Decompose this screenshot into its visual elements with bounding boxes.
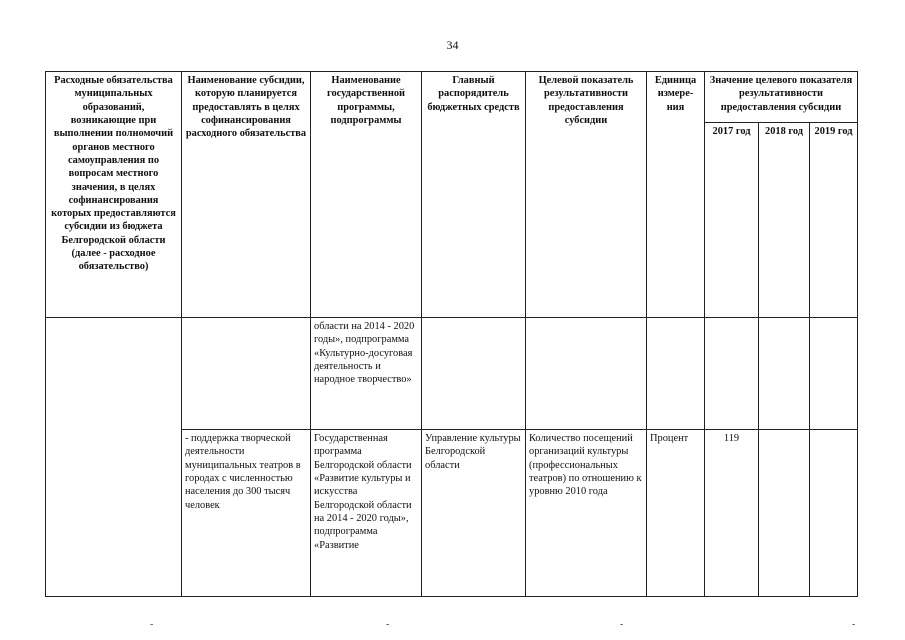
subsidy-cell: [182, 318, 311, 430]
table-row: [46, 318, 858, 430]
header-unit: Единица измере-ния: [647, 72, 705, 318]
page-number: 34: [446, 38, 459, 52]
header-main-administrator: Главный распорядитель бюджетных средств: [422, 72, 526, 318]
value-2018-cell: [759, 318, 810, 430]
footer-mark: -: [150, 619, 154, 630]
header-expenditure-obligations: Расходные обязательства муниципальных образований, возникающие при выполнении полномочий органов местного самоуправления по вопросам местного значения, в целях софинансирования которых предоставляются субсидии из бюджета Белгородской области (далее - расходное обязательство): [46, 72, 182, 318]
footer-mark: -: [852, 619, 856, 630]
unit-cell: Процент: [647, 430, 705, 597]
unit-cell: [647, 318, 705, 430]
header-year-2017: 2017 год: [705, 123, 759, 318]
administrator-cell: [422, 318, 526, 430]
header-subsidy-name: Наименование субсидии, которую планируется предоставлять в целях софинансирования расходного обязательства: [182, 72, 311, 318]
footer-mark: -: [620, 619, 624, 630]
subsidy-table: [45, 71, 858, 597]
header-target-values: Значение целевого показателя результативности предоставления субсидии: [705, 72, 858, 123]
indicator-cell: Количество посещений организаций культуры (профессиональных театров) по отношению к уровню 2010 года: [526, 430, 647, 597]
program-cell: области на 2014 - 2020 годы», подпрограмма «Культурно-досуговая деятельность и народное творчество»: [311, 318, 422, 430]
indicator-cell: [526, 318, 647, 430]
value-2019-cell: [810, 430, 858, 597]
subsidy-cell: - поддержка творческой деятельности муниципальных театров в городах с численностью населения до 300 тысяч человек: [182, 430, 311, 597]
header-target-indicator: Целевой показатель результативности предоставления субсидии: [526, 72, 647, 318]
program-cell: Государственная программа Белгородской области «Развитие культуры и искусства Белгородской области на 2014 - 2020 годы», подпрограмма «Развитие: [311, 430, 422, 597]
value-2018-cell: [759, 430, 810, 597]
footer-mark: -: [386, 619, 390, 630]
header-year-2018: 2018 год: [759, 123, 810, 318]
value-2017-cell: [705, 318, 759, 430]
header-program-name: Наименование государственной программы, подпрограммы: [311, 72, 422, 318]
administrator-cell: Управление культуры Белгородской области: [422, 430, 526, 597]
obligation-cell: [46, 318, 182, 597]
header-year-2019: 2019 год: [810, 123, 858, 318]
value-2019-cell: [810, 318, 858, 430]
value-2017-cell: 119: [705, 430, 759, 597]
